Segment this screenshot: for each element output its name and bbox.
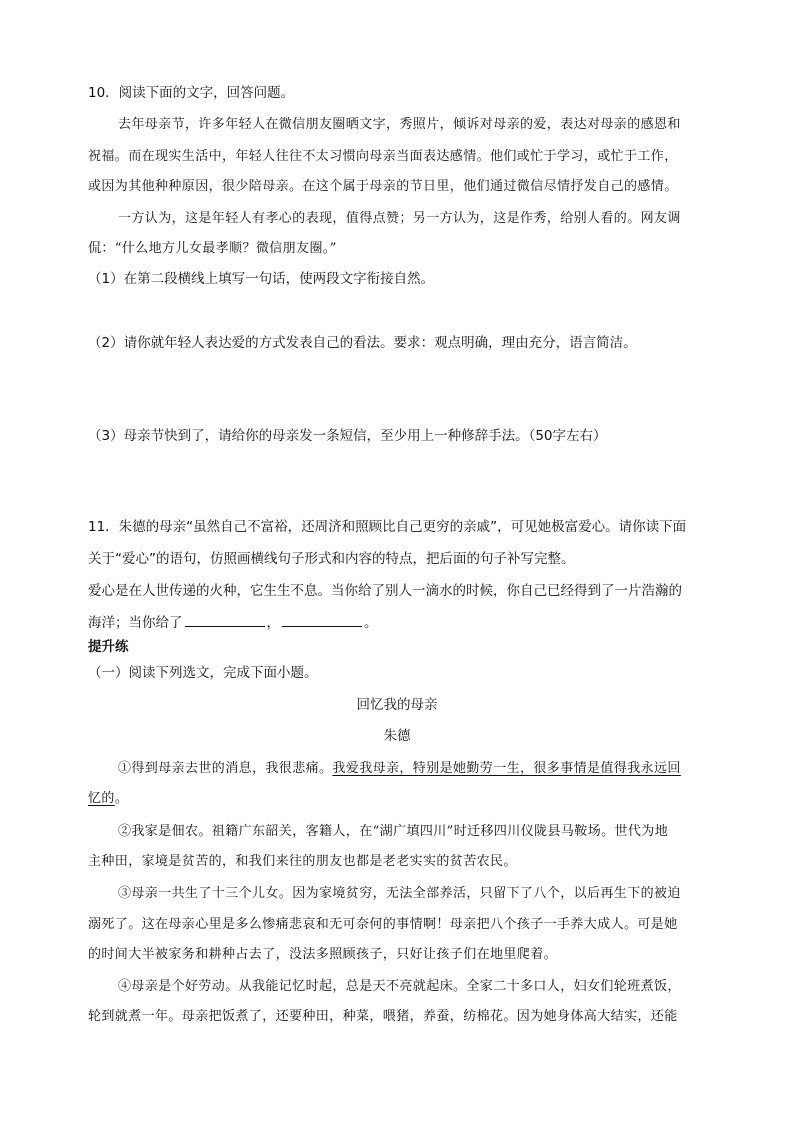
section-instruction: （一）阅读下列选文，完成下面小题。 — [88, 665, 318, 681]
q10-subquestion-1: （1）在第二段横线上填写一句话，使两段文字衔接自然。 — [88, 271, 435, 287]
q11-line4 — [88, 614, 378, 632]
essay-p1-start: ①得到母亲去世的消息，我很悲痛。 — [118, 761, 333, 776]
q11-line4-start: 海洋；当你给了 — [88, 615, 183, 631]
essay-p2-line2: 主种田，家境是贫苦的，和我们来往的朋友也都是老老实实的贫苦农民。 — [88, 854, 517, 869]
essay-p1-underlined-end: 忆的 — [88, 791, 115, 806]
q10-passage-p1-line2: 祝福。而在现实生活中，年轻人往往不太习惯向母亲当面表达感情。他们或忙于学习，或忙于工作， — [88, 149, 678, 164]
answer-blank-1[interactable] — [185, 614, 265, 627]
q10-subquestion-3: （3）母亲节快到了，请给你的母亲发一条短信，至少用上一种修辞手法。（50字左右） — [88, 428, 607, 444]
q10-heading: 10．阅读下面的文字，回答问题。 — [88, 85, 295, 101]
q11-line4-comma: ， — [266, 615, 280, 631]
q10-passage-p1-line3: 或因为其他种种原因，很少陪母亲。在这个属于母亲的节日里，他们通过微信尽情抒发自己的感情。 — [88, 179, 678, 194]
q10-passage-p1-line1: 去年母亲节，许多年轻人在微信朋友圈晒文字，秀照片，倾诉对母亲的爱，表达对母亲的感恩和 — [118, 117, 681, 132]
essay-p4-line2: 轮到就煮一年。母亲把饭煮了，还要种田，种菜，喂猪，养蚕，纺棉花。因为她身体高大结实，还能 — [88, 1009, 678, 1024]
q11-line1: 11．朱德的母亲“虽然自己不富裕，还周济和照顾比自己更穷的亲戚”，可见她极富爱心。请你读下面 — [88, 519, 687, 535]
essay-title: 回忆我的母亲 — [356, 697, 438, 713]
essay-author: 朱德 — [383, 728, 411, 744]
essay-p1-line2 — [88, 790, 128, 808]
essay-p1-period: 。 — [114, 791, 129, 806]
essay-p4-line1: ④母亲是个好劳动。从我能记忆时起，总是天不亮就起床。全家二十多口人，妇女们轮班煮饭， — [118, 979, 681, 994]
q10-passage-p2-line1: 一方认为，这是年轻人有孝心的表现，值得点赞；另一方认为，这是作秀，给别人看的。网友调 — [118, 211, 681, 226]
q10-subquestion-2: （2）请你就年轻人表达爱的方式发表自己的看法。要求：观点明确，理由充分，语言简洁。 — [88, 335, 637, 351]
essay-p1-underlined-sentence: 我爱我母亲，特别是她勤劳一生，很多事情是值得我永远回 — [332, 761, 681, 776]
essay-p3-line3: 的时间大半被家务和耕种占去了，没法多照顾孩子，只好让孩子们在地里爬着。 — [88, 947, 558, 962]
q10-passage-p2-line2: 侃：“什么地方儿女最孝顺？微信朋友圈。” — [88, 241, 337, 256]
q11-line3: 爱心是在人世传递的火种，它生生不息。当你给了别人一滴水的时候，你自己已经得到了一片浩瀚的 — [88, 583, 682, 599]
essay-p2-line1: ②我家是佃农。祖籍广东韶关，客籍人，在“湖广填四川”时迁移四川仪陇县马鞍场。世代为地 — [118, 824, 669, 839]
essay-p1-line1 — [118, 760, 681, 778]
section-title: 提升练 — [88, 639, 129, 655]
essay-p3-line2: 溺死了。这在母亲心里是多么惨痛悲哀和无可奈何的事情啊！母亲把八个孩子一手养大成人。可是她 — [88, 917, 678, 932]
essay-p3-line1: ③母亲一共生了十三个儿女。因为家境贫穷，无法全部养活，只留下了八个，以后再生下的被迫 — [118, 886, 681, 901]
q11-line4-end: 。 — [364, 615, 378, 631]
answer-blank-2[interactable] — [282, 614, 362, 627]
q11-line2: 关于“爱心”的语句，仿照画横线句子形式和内容的特点，把后面的句子补写完整。 — [88, 551, 575, 567]
